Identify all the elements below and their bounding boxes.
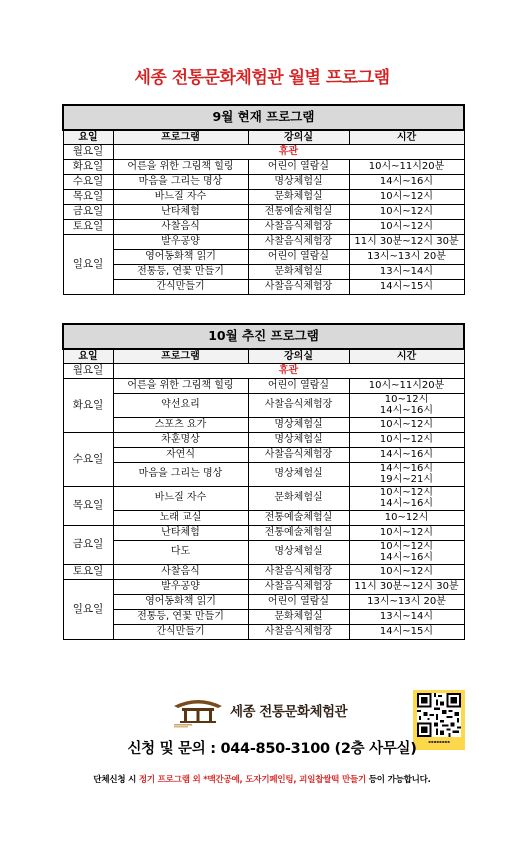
table-row xyxy=(63,378,464,393)
day-cell: 일요일 xyxy=(63,579,113,639)
program-cell: 노래 교실 xyxy=(113,510,248,525)
room-cell: 문화체험실 xyxy=(248,264,349,279)
day-cell: 목요일 xyxy=(63,486,113,525)
column-header-time: 시간 xyxy=(349,349,464,363)
room-cell: 문화체험실 xyxy=(248,189,349,204)
day-cell: 월요일 xyxy=(63,363,113,378)
program-cell: 차훈명상 xyxy=(113,432,248,447)
time-cell: 13시~13시 20분 xyxy=(349,594,464,609)
room-cell: 어린이 열람실 xyxy=(248,159,349,174)
table-row xyxy=(63,264,464,279)
table-row xyxy=(63,249,464,264)
room-cell: 사찰음식체험장 xyxy=(248,447,349,462)
day-cell: 일요일 xyxy=(63,234,113,294)
program-cell: 약선요리 xyxy=(113,393,248,417)
room-cell: 사찰음식체험장 xyxy=(248,219,349,234)
time-cell: 13시~14시 xyxy=(349,264,464,279)
program-cell: 다도 xyxy=(113,540,248,564)
room-cell: 문화체험실 xyxy=(248,609,349,624)
room-cell: 명상체험실 xyxy=(248,432,349,447)
room-cell: 사찰음식체험장 xyxy=(248,564,349,579)
table-row xyxy=(63,462,464,486)
table-row xyxy=(63,486,464,510)
column-header-room: 강의실 xyxy=(248,130,349,144)
day-cell: 금요일 xyxy=(63,204,113,219)
program-cell: 전통등, 연꽃 만들기 xyxy=(113,609,248,624)
room-cell: 어린이 열람실 xyxy=(248,378,349,393)
table-title: 9월 현재 프로그램 xyxy=(63,105,464,130)
table-row xyxy=(63,417,464,432)
program-cell: 마음을 그리는 명상 xyxy=(113,174,248,189)
time-line: 14시~16시 xyxy=(379,552,434,563)
day-cell: 수요일 xyxy=(63,174,113,189)
room-cell: 명상체험실 xyxy=(248,417,349,432)
table-row xyxy=(63,189,464,204)
table-row xyxy=(63,279,464,294)
room-cell: 사찰음식체험장 xyxy=(248,624,349,639)
time-cell xyxy=(349,540,464,564)
note-prefix: 단체신청 시 xyxy=(93,775,139,785)
time-line: 14시~16시 xyxy=(379,405,434,416)
day-cell: 화요일 xyxy=(63,159,113,174)
logo-text: 세종 전통문화체험관 xyxy=(230,704,348,720)
time-cell: 11시 30분~12시 30분 xyxy=(349,234,464,249)
table-row xyxy=(63,174,464,189)
room-cell: 명상체험실 xyxy=(248,540,349,564)
qr-caption-graphic: ▪▪▪▪▪▪▪▪ xyxy=(428,739,450,744)
program-cell: 발우공양 xyxy=(113,234,248,249)
table-row xyxy=(63,159,464,174)
time-cell xyxy=(349,393,464,417)
time-cell xyxy=(349,486,464,510)
day-cell: 목요일 xyxy=(63,189,113,204)
column-header-day: 요일 xyxy=(63,349,113,363)
page-title: 세종 전통문화체험관 월별 프로그램 xyxy=(134,68,390,88)
table-row xyxy=(63,579,464,594)
room-cell: 사찰음식체험장 xyxy=(248,579,349,594)
time-line: 14시~16시 xyxy=(379,462,434,474)
day-cell: 수요일 xyxy=(63,432,113,486)
time-cell: 10시~12시 xyxy=(349,219,464,234)
room-cell: 전통예술체험실 xyxy=(248,525,349,540)
room-cell: 어린이 열람실 xyxy=(248,249,349,264)
time-line: 14시~16시 xyxy=(379,498,434,509)
table-row xyxy=(63,510,464,525)
column-header-room: 강의실 xyxy=(248,349,349,363)
day-cell: 토요일 xyxy=(63,219,113,234)
october-schedule-table xyxy=(62,323,465,640)
contact-info: 신청 및 문의 : 044-850-3100 (2층 사무실) xyxy=(127,741,417,757)
program-cell: 간식만들기 xyxy=(113,279,248,294)
day-cell: 금요일 xyxy=(63,525,113,564)
room-cell: 명상체험실 xyxy=(248,174,349,189)
note-suffix: 등이 가능합니다. xyxy=(366,775,431,785)
time-cell: 13시~14시 xyxy=(349,609,464,624)
note-highlight: 정기 프로그램 외 *맥간공예, 도자기페인팅, 괴일찹쌀떡 만들기 xyxy=(138,775,367,785)
program-cell: 전통등, 연꽃 만들기 xyxy=(113,264,248,279)
table-row xyxy=(63,393,464,417)
time-cell: 10~12시 xyxy=(349,510,464,525)
time-cell: 10시~12시 xyxy=(349,525,464,540)
room-cell: 사찰음식체험장 xyxy=(248,279,349,294)
time-cell: 10시~11시20분 xyxy=(349,159,464,174)
table-row xyxy=(63,363,464,378)
table-row xyxy=(63,609,464,624)
table-row xyxy=(63,219,464,234)
room-cell: 사찰음식체험장 xyxy=(248,393,349,417)
center-logo xyxy=(170,692,390,728)
program-cell: 난타체험 xyxy=(113,204,248,219)
day-cell: 화요일 xyxy=(63,378,113,432)
table-row xyxy=(63,540,464,564)
time-cell: 13시~13시 20분 xyxy=(349,249,464,264)
time-cell: 10시~12시 xyxy=(349,204,464,219)
time-cell: 14시~15시 xyxy=(349,279,464,294)
program-cell: 사찰음식 xyxy=(113,564,248,579)
table-row xyxy=(63,144,464,159)
program-cell: 어른을 위한 그림책 힐링 xyxy=(113,159,248,174)
day-cell: 월요일 xyxy=(63,144,113,159)
table-row xyxy=(63,624,464,639)
program-cell: 마음을 그리는 명상 xyxy=(113,462,248,486)
time-line: 10시~12시 xyxy=(379,486,434,498)
time-cell: 14시~15시 xyxy=(349,624,464,639)
room-cell: 명상체험실 xyxy=(248,462,349,486)
time-line: 10시~12시 xyxy=(379,540,434,552)
table-row xyxy=(63,594,464,609)
program-cell: 바느질 자수 xyxy=(113,189,248,204)
column-header-program: 프로그램 xyxy=(113,349,248,363)
table-row xyxy=(63,525,464,540)
column-header-day: 요일 xyxy=(63,130,113,144)
table-title: 10월 추진 프로그램 xyxy=(63,324,464,349)
room-cell: 전통예술체험실 xyxy=(248,204,349,219)
september-schedule-table xyxy=(62,104,465,295)
time-cell xyxy=(349,462,464,486)
time-line: 10~12시 xyxy=(384,393,429,405)
closed-cell: 휴관 xyxy=(113,363,464,378)
program-cell: 영어동화책 읽기 xyxy=(113,594,248,609)
time-cell: 14시~16시 xyxy=(349,174,464,189)
program-cell: 영어동화책 읽기 xyxy=(113,249,248,264)
time-cell: 10시~12시 xyxy=(349,417,464,432)
hanok-roof-logo-icon xyxy=(170,692,226,728)
room-cell: 전통예술체험실 xyxy=(248,510,349,525)
time-line: 19시~21시 xyxy=(379,474,434,485)
program-cell: 자연식 xyxy=(113,447,248,462)
program-cell: 바느질 자수 xyxy=(113,486,248,510)
day-cell: 토요일 xyxy=(63,564,113,579)
closed-cell: 휴관 xyxy=(113,144,464,159)
time-cell: 11시 30분~12시 30분 xyxy=(349,579,464,594)
program-cell: 발우공양 xyxy=(113,579,248,594)
column-header-program: 프로그램 xyxy=(113,130,248,144)
table-row xyxy=(63,432,464,447)
time-cell: 10시~12시 xyxy=(349,189,464,204)
room-cell: 어린이 열람실 xyxy=(248,594,349,609)
time-cell: 10시~11시20분 xyxy=(349,378,464,393)
table-row xyxy=(63,234,464,249)
column-header-time: 시간 xyxy=(349,130,464,144)
table-row xyxy=(63,564,464,579)
room-cell: 문화체험실 xyxy=(248,486,349,510)
time-cell: 10시~12시 xyxy=(349,432,464,447)
time-cell: 14시~16시 xyxy=(349,447,464,462)
program-cell: 어른을 위한 그림책 힐링 xyxy=(113,378,248,393)
table-row xyxy=(63,204,464,219)
room-cell: 사찰음식체험장 xyxy=(248,234,349,249)
table-row xyxy=(63,447,464,462)
time-cell: 10시~12시 xyxy=(349,564,464,579)
program-cell: 사찰음식 xyxy=(113,219,248,234)
group-application-note xyxy=(0,773,524,785)
program-cell: 난타체험 xyxy=(113,525,248,540)
qr-code-icon xyxy=(417,693,461,737)
program-cell: 간식만들기 xyxy=(113,624,248,639)
program-cell: 스포츠 요가 xyxy=(113,417,248,432)
